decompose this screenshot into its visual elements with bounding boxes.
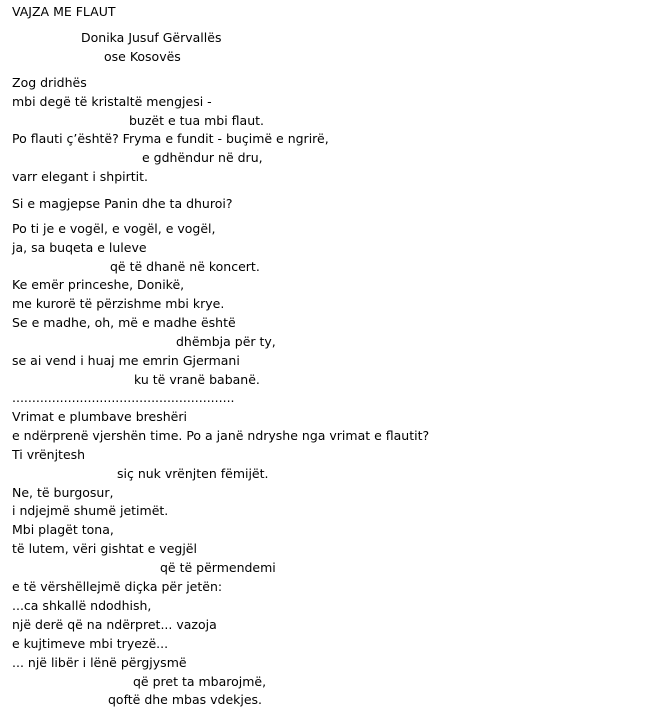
poem-line: që të përmendemi [160,560,276,575]
poem-line: të lutem, vëri gishtat e vegjël [12,541,197,556]
poem-title: VAJZA ME FLAUT [12,4,116,19]
poem-line: një derë që na ndërpret... vazoja [12,617,217,632]
poem-line: Mbi plagët tona, [12,522,114,537]
poem-line: Po flauti ç’është? Fryma e fundit - buçimë e ngrirë, [12,131,329,146]
poem-line: Po ti je e vogël, e vogël, e vogël, [12,221,216,236]
poem-line: që të dhanë në koncert. [110,259,260,274]
poem-line: Zog dridhës [12,75,87,90]
poem-line: varr elegant i shpirtit. [12,169,149,184]
poem-line: e të vërshëllejmë diçka për jetën: [12,579,223,594]
poem-line: dhëmbja për ty, [176,334,276,349]
poem-line: e gdhëndur në dru, [142,150,263,165]
poem-line: Ti vrënjtesh [12,447,86,462]
poem-line: që pret ta mbarojmë, [133,674,267,689]
poem-line: ku të vranë babanë. [134,372,260,387]
poem-line: me kurorë të përzishme mbi krye. [12,296,225,311]
poem-line: Se e madhe, oh, më e madhe është [12,315,236,330]
poem-line: ... një libër i lënë përgjysmë [12,655,187,670]
poem-dedication-subtitle: ose Kosovës [104,49,181,64]
poem-line: ...ca shkallë ndodhish, [12,598,152,613]
poem-line: e kujtimeve mbi tryezë... [12,636,169,651]
poem-line: buzët e tua mbi flaut. [129,113,264,128]
poem-dedication-name: Donika Jusuf Gërvallës [81,30,222,45]
poem-line: qoftë dhe mbas vdekjes. [108,692,263,707]
poem-line: i ndjejmë shumë jetimët. [12,503,169,518]
poem-line: Ke emër princeshe, Donikë, [12,277,185,292]
poem-line: se ai vend i huaj me emrin Gjermani [12,353,240,368]
poem-line: ja, sa buqeta e luleve [12,240,147,255]
poem-line: Ne, të burgosur, [12,485,114,500]
poem-line: mbi degë të kristaltë mengjesi - [12,94,212,109]
poem-separator: ........................................................ [12,390,235,405]
poem-line: Si e magjepse Panin dhe ta dhuroi? [12,196,233,211]
poem-line: siç nuk vrënjten fëmijët. [117,466,269,481]
poem-line: e ndërprenë vjershën time. Po a janë ndryshe nga vrimat e flautit? [12,428,430,443]
poem-line: Vrimat e plumbave breshëri [12,409,187,424]
